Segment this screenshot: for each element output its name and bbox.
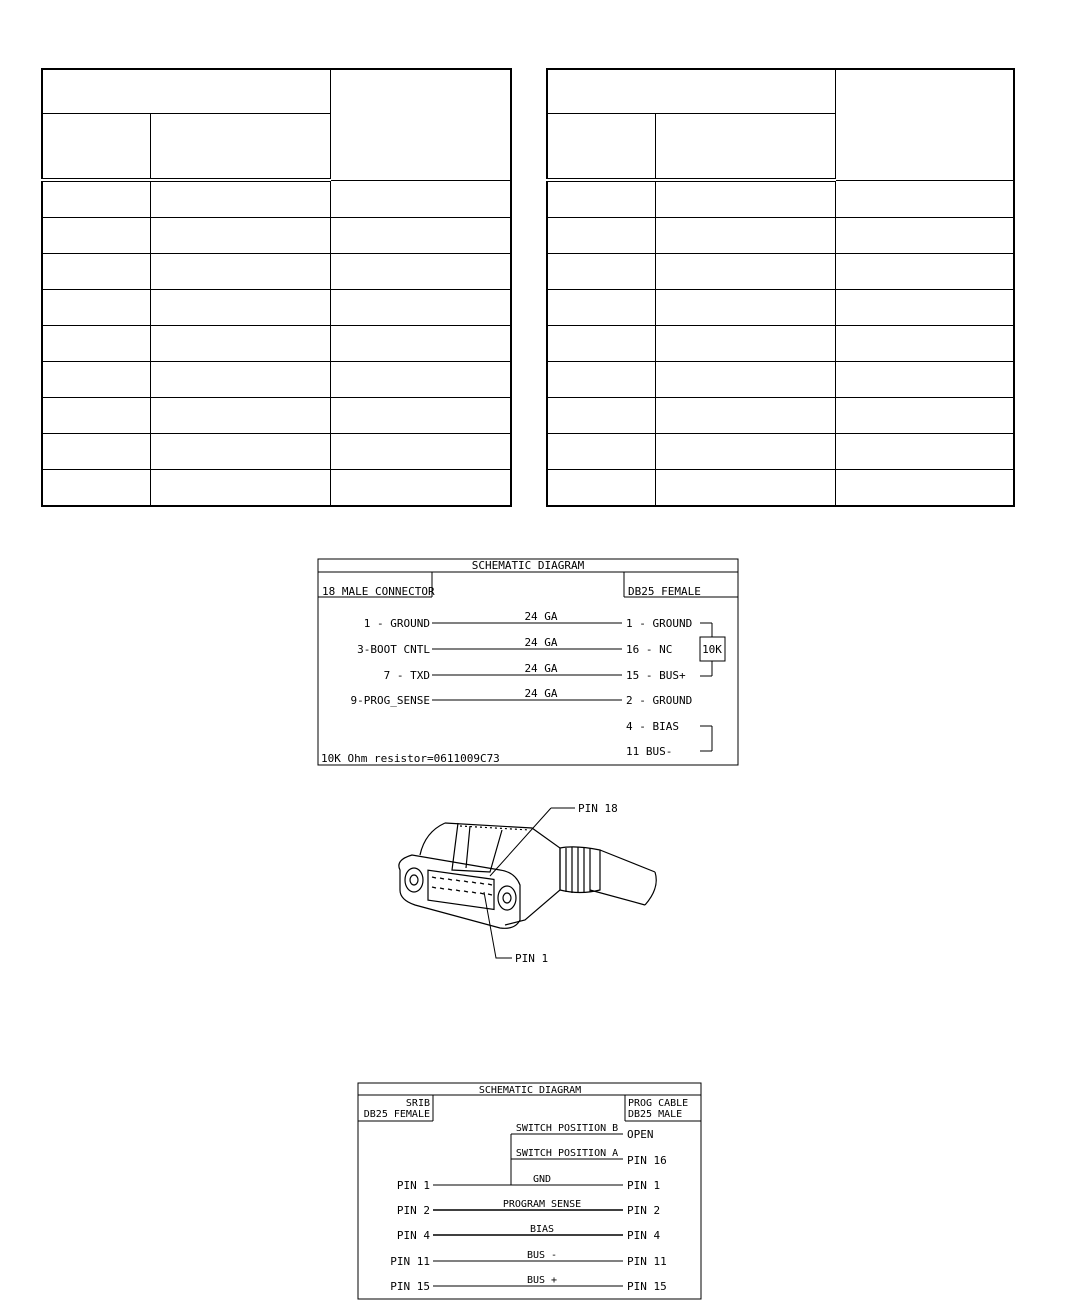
right-pin-label: 2 - GROUND (626, 694, 693, 707)
open-label: OPEN (627, 1128, 654, 1141)
right-pin-label: PIN 4 (627, 1229, 661, 1242)
right-pin-label: PIN 15 (627, 1280, 667, 1293)
connector-illustration (399, 808, 656, 958)
wire-label: PROGRAM SENSE (502, 1199, 582, 1210)
right-pin-label: 11 BUS- (626, 745, 673, 758)
left-pin-label: PIN 15 (390, 1280, 430, 1293)
left-pin-label: PIN 11 (390, 1255, 430, 1268)
left-pin-label: PIN 4 (396, 1229, 430, 1242)
resistor-label: 10K (702, 643, 722, 656)
switch-position-b-label: SWITCH POSITION B (515, 1123, 619, 1134)
wire-gauge-label: 24 GA (524, 687, 558, 700)
right-pin-label: 1 - GROUND (626, 617, 693, 630)
wire-label: BUS - (526, 1250, 558, 1261)
wire-gauge-label: 24 GA (524, 662, 558, 675)
schematic-1-left-header: 18 MALE CONNECTOR (322, 585, 435, 598)
wire-label: BIAS (529, 1224, 555, 1235)
right-pin-label: PIN 2 (627, 1204, 661, 1217)
right-pin-label: PIN 11 (627, 1255, 667, 1268)
schematic-2-right-header: PROG CABLE (628, 1098, 689, 1109)
schematic-2-right-header: DB25 MALE (628, 1109, 683, 1120)
schematic-1-right-header: DB25 FEMALE (628, 585, 701, 598)
left-pin-label: 7 - TXD (383, 669, 430, 682)
right-pin-label: 4 - BIAS (626, 720, 679, 733)
right-pin-label: PIN 16 (627, 1154, 667, 1167)
schematic-2-title: SCHEMATIC DIAGRAM (478, 1085, 582, 1096)
schematic-1-title: SCHEMATIC DIAGRAM (471, 559, 585, 572)
left-pin-label: 1 - GROUND (363, 617, 430, 630)
schematic-2-left-header: DB25 FEMALE (363, 1109, 430, 1120)
right-pin-label: PIN 1 (627, 1179, 661, 1192)
left-pin-label: 9-PROG_SENSE (350, 694, 430, 707)
pin-18-label: PIN 18 (578, 802, 618, 815)
switch-position-a-label: SWITCH POSITION A (515, 1148, 619, 1159)
left-pin-label: 3-BOOT CNTL (357, 643, 430, 656)
gnd-label: GND (532, 1174, 552, 1185)
wire-label: BUS + (526, 1275, 558, 1286)
right-pin-label: 15 - BUS+ (626, 669, 686, 682)
resistor-footnote: 10K Ohm resistor=0611009C73 (321, 752, 500, 765)
wire-gauge-label: 24 GA (524, 636, 558, 649)
right-pin-label: 16 - NC (626, 643, 673, 656)
pin-1-label: PIN 1 (515, 952, 549, 965)
left-pin-label: PIN 2 (396, 1204, 430, 1217)
schematic-2-left-header: SRIB (405, 1098, 430, 1109)
left-pin-label: PIN 1 (396, 1179, 430, 1192)
wire-gauge-label: 24 GA (524, 610, 558, 623)
